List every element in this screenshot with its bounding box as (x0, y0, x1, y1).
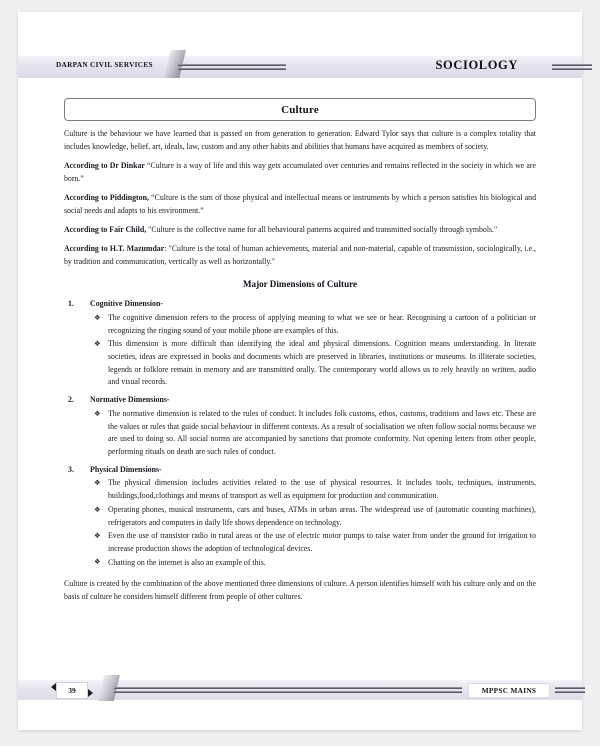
list-item (64, 557, 536, 570)
document-body (64, 128, 536, 610)
intro-paragraph: Culture is the behaviour we have learned that is passed on from generation to generation. Edward Tylor says that culture is a complex totality that includes knowledge, belief, art, ideals, law, custom and any other habits and abilities that humans have acquired as members of society. (64, 129, 536, 151)
definition-body: : "Culture is the total of human achievements, material and non-material, capable of transmission, sociologically, i.e., by tradition and communication, vertically as well as horizontally." (64, 243, 536, 266)
page-title: Culture (281, 103, 319, 116)
right-arrow-icon (88, 689, 93, 697)
definition-paragraph (64, 192, 536, 217)
dimension-number: 2. (68, 395, 74, 405)
definition-body: “Culture is the sum of those physical and intellectual means or instruments by which a person satisfies his biological and social needs and adapts to his environment.” (64, 192, 537, 215)
definition-paragraph (64, 224, 536, 237)
list-item (64, 530, 536, 555)
exam-label-plate (468, 683, 550, 698)
list-item-text: Even the use of transistor radio in rural areas or the use of electric motor pumps to raise water from under the ground for irrigation to increase production shows the adoption of technological devices. (108, 531, 536, 553)
dimension-bullet-list (64, 312, 536, 389)
diamond-bullet-icon: ❖ (94, 557, 101, 567)
diamond-bullet-icon: ❖ (94, 530, 101, 540)
dimension-heading (64, 464, 536, 477)
dimension-heading (64, 394, 536, 407)
list-item-text: Operating phones, musical instruments, cars and buses, ATMs in urban areas. The widespread use of (automatic counting machines), refrigerators and computers in daily life shows dependence on technology. (108, 504, 536, 527)
dimension-label: Normative Dimensions- (90, 395, 170, 405)
list-item (64, 504, 536, 529)
dimension-label: Physical Dimensions- (90, 464, 162, 474)
list-item-text: The physical dimension includes activities related to the use of physical resources. It includes tools, techniques, instruments, buildings,food,clothings and means of transport as well as equipment for production and communication. (108, 478, 536, 501)
list-item-text: Chatting on the internet is also an example of this. (108, 557, 266, 567)
definition-paragraph (64, 160, 536, 185)
dimension-number: 3. (68, 464, 74, 474)
header-rule-right (552, 64, 592, 71)
brand-title: DARPAN CIVIL SERVICES (56, 61, 153, 69)
footer-rule-short (555, 687, 585, 694)
exam-label: MPPSC MAINS (481, 686, 537, 695)
closing-paragraph: Culture is created by the combination of the above mentioned three dimensions of culture. A person identifies himself with his culture only and on the basis of culture he considers himself different from people of other cultures. (64, 579, 536, 602)
page-footer (18, 680, 582, 700)
footer-rule-long (114, 687, 462, 694)
diamond-bullet-icon: ❖ (94, 478, 101, 488)
diamond-bullet-icon: ❖ (94, 312, 101, 322)
definition-lead: According to Dr Dinkar (64, 160, 145, 170)
page-sheet (18, 12, 582, 730)
diamond-bullet-icon: ❖ (94, 504, 101, 514)
dimension-heading (64, 298, 536, 311)
list-item (64, 477, 536, 502)
definition-paragraph (64, 243, 536, 268)
list-item-text: The cognitive dimension refers to the process of applying meaning to what we see or hear. Recognising a cartoon of a politician or recognizing the ringing sound of your mobile phone are examples of this. (108, 312, 536, 335)
dimension-label: Cognitive Dimension- (90, 299, 163, 309)
page-header (18, 56, 582, 78)
page-number-plate (56, 682, 88, 699)
list-item (64, 312, 536, 337)
list-item (64, 338, 536, 389)
list-item-text: This dimension is more difficult than identifying the ideal and physical dimensions. Cognition means understanding. In literate societies, ideas are expressed in books and documents which are preserved in libraries, institutions or museums. In illiterate societies, legends or folklore remain in memory and are transmitted orally. The contemporary world allows us to rely heavily on written, audio and visual records. (108, 339, 536, 387)
definition-body: “Culture is a way of life and this way gets accumulated over centuries and remains reflected in the society in which we are born.” (64, 160, 536, 183)
definition-lead: According to Fair Child, (64, 224, 147, 234)
definition-lead: According to H.T. Mazumdar (64, 243, 165, 253)
diamond-bullet-icon: ❖ (94, 408, 101, 418)
header-rule-left (178, 64, 286, 71)
diamond-bullet-icon: ❖ (94, 338, 101, 348)
subject-title: SOCIOLOGY (435, 58, 518, 72)
list-item (64, 408, 536, 459)
dimension-bullet-list (64, 477, 536, 569)
chapter-title-box (64, 98, 536, 121)
dimension-bullet-list (64, 408, 536, 459)
list-item-text: The normative dimension is related to the rules of conduct. It includes folk customs, ethos, customs, traditions and laws etc. These are the values or rules that guide social behaviour in different contexts. As a result of socialisation we often follow social norms because we are used to doing so. All social norms are accompanied by sanctions that promote conformity. Not opening letters from other people, performing rituals on death are such rules of conduct. (108, 408, 536, 456)
page-number: 39 (68, 686, 76, 695)
definition-lead: According to Piddington, (64, 192, 149, 202)
definition-body: "Culture is the collective name for all behavioural patterns acquired and transmitted socially through symbols." (146, 224, 498, 234)
dimension-number: 1. (68, 299, 74, 309)
section-heading: Major Dimensions of Culture (242, 279, 358, 290)
